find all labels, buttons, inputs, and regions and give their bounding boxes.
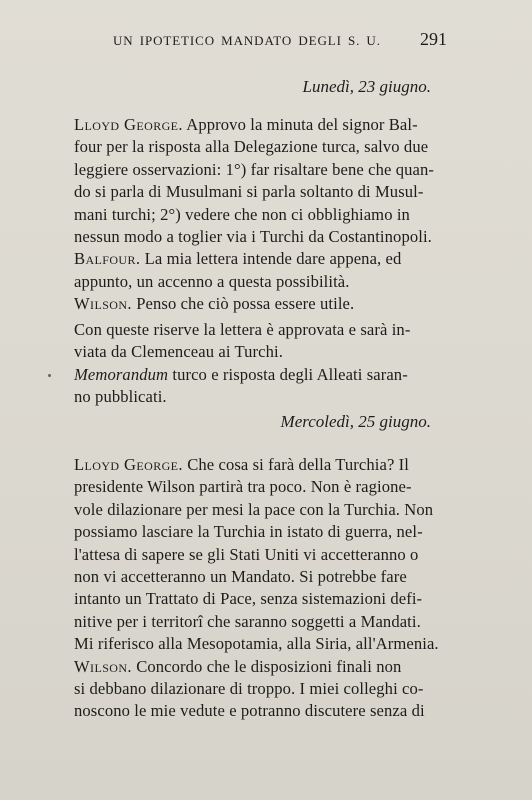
section-resolution: [74, 319, 446, 409]
speaker-name: Balfour.: [74, 249, 141, 269]
text-line: intanto un Trattato di Pace, senza sistemazioni defi-: [74, 589, 423, 609]
text-line: noscono le mie vedute e potranno discutere senza di: [74, 701, 425, 721]
text-line: no pubblicati.: [74, 387, 167, 407]
text-line: Lloyd George. Che cosa si farà della Turchia? Il: [74, 455, 410, 474]
text-line: non vi accetteranno un Mandato. Si potrebbe fare: [74, 566, 407, 586]
text-line: Con queste riserve la lettera è approvata e sarà in-: [74, 320, 411, 339]
page-header: [0, 29, 532, 51]
speaker-name: Wilson.: [74, 294, 132, 314]
page-number: 291: [420, 29, 447, 49]
text-line: leggiere osservazioni: 1°) far risaltare bene che quan-: [74, 159, 434, 179]
speaker-name: Lloyd George.: [74, 115, 183, 134]
text-line: possiamo lasciare la Turchia in istato di guerra, nel-: [74, 522, 423, 542]
text-line: Wilson. Concordo che le disposizioni finali non: [74, 656, 402, 676]
text-line: Wilson. Penso che ciò possa essere utile.: [74, 294, 355, 314]
speaker-name: Lloyd George.: [74, 455, 183, 474]
text-line: Mi riferisco alla Mesopotamia, alla Siria, all'Armenia.: [74, 634, 439, 654]
text-line: l'attesa di sapere se gli Stati Uniti vi accetteranno o: [74, 544, 419, 564]
text-line: vole dilazionare per mesi la pace con la Turchia. Non: [74, 499, 434, 519]
text-line: si debbano dilazionare di troppo. I miei colleghi co-: [74, 678, 424, 698]
dateline-wednesday: Mercoledì, 25 giugno.: [280, 412, 431, 431]
running-title: UN IPOTETICO MANDATO DEGLI S. U.: [113, 33, 381, 48]
text-line: nitive per i territorî che saranno soggetti a Mandati.: [74, 611, 421, 631]
italic-word: Memorandum: [74, 364, 169, 384]
text-line: nessun modo a toglier via i Turchi da Costantinopoli.: [74, 226, 432, 246]
text-line: viata da Clemenceau ai Turchi.: [74, 342, 283, 362]
section-wednesday-discussion: [74, 454, 446, 723]
speaker-name: Wilson.: [74, 656, 132, 676]
dateline-monday: Lunedì, 23 giugno.: [302, 77, 431, 96]
text-line: Balfour. La mia lettera intende dare appena, ed: [74, 249, 402, 269]
section-monday-discussion: [74, 114, 446, 316]
text-line: Lloyd George. Approvo la minuta del signor Bal-: [74, 115, 418, 134]
text-line: appunto, un accenno a questa possibilità.: [74, 271, 350, 291]
text-line: mani turchi; 2°) vedere che non ci obblighiamo in: [74, 204, 410, 224]
text-line: presidente Wilson partirà tra poco. Non è ragione-: [74, 477, 412, 497]
text-line: Memorandum turco e risposta degli Alleati saran-: [74, 364, 408, 384]
text-line: four per la risposta alla Delegazione turca, salvo due: [74, 137, 429, 157]
text-line: do si parla di Musulmani si parla soltanto di Musul-: [74, 182, 424, 202]
margin-speck: [48, 374, 51, 377]
